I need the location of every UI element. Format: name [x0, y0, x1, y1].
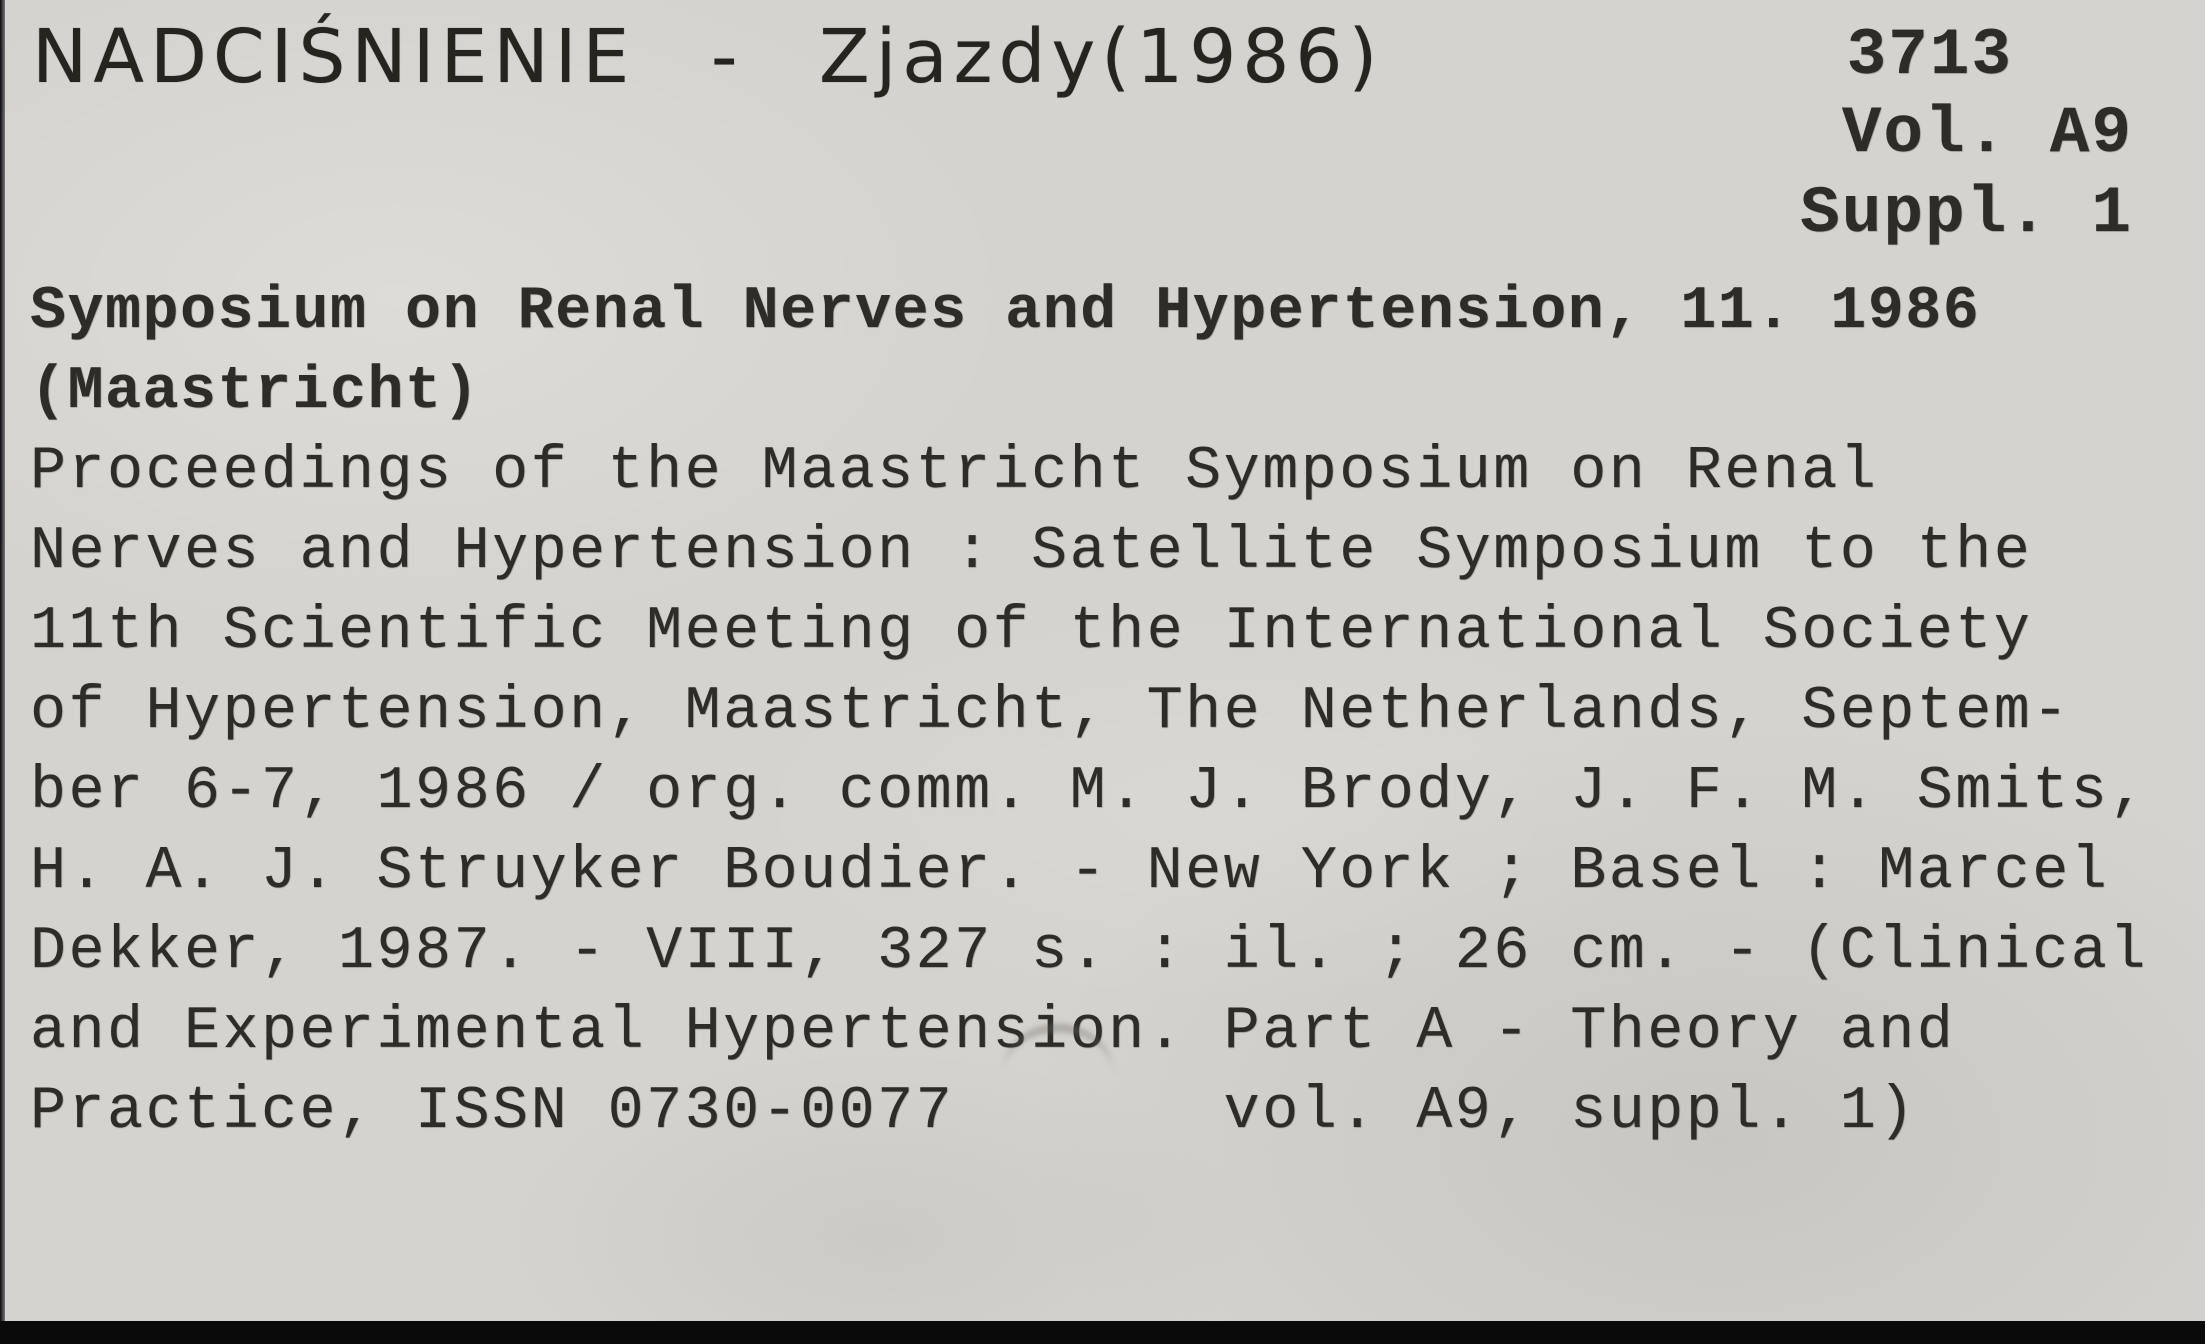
bibliographic-entry — [30, 272, 2205, 1152]
entry-body-line: Proceedings of the Maastricht Symposium on Renal — [30, 438, 1879, 506]
card-number: 3713 — [1846, 18, 2013, 93]
scan-edge-left — [0, 0, 5, 1344]
volume-label: Vol. A9 — [1841, 96, 2133, 171]
entry-body-line: 11th Scientific Meeting of the International Society — [30, 598, 2033, 666]
entry-title-line: Symposium on Renal Nerves and Hypertension, 11. 1986 — [30, 278, 1981, 346]
entry-title-line: (Maastricht) — [30, 358, 481, 426]
entry-body-line: Dekker, 1987. - VIII, 327 s. : il. ; 26 cm. - (Clinical — [30, 918, 2148, 986]
handwritten-subject-heading: NADCIŚNIENIE - Zjazdy(1986) — [32, 14, 1384, 100]
entry-body-line: H. A. J. Struyker Boudier. - New York ; Basel : Marcel — [30, 838, 2110, 906]
entry-body-line: of Hypertension, Maastricht, The Netherlands, Septem- — [30, 678, 2071, 746]
supplement-label: Suppl. 1 — [1800, 176, 2133, 251]
scan-edge-bottom — [0, 1321, 2205, 1344]
entry-body-line: and Experimental Hypertension. Part A - Theory and — [30, 998, 1956, 1066]
entry-body-line: ber 6-7, 1986 / org. comm. M. J. Brody, J. F. M. Smits, — [30, 758, 2148, 826]
entry-body-line: Practice, ISSN 0730-0077 vol. A9, suppl. 1) — [30, 1078, 1917, 1146]
entry-body-line: Nerves and Hypertension : Satellite Symposium to the — [30, 518, 2033, 586]
